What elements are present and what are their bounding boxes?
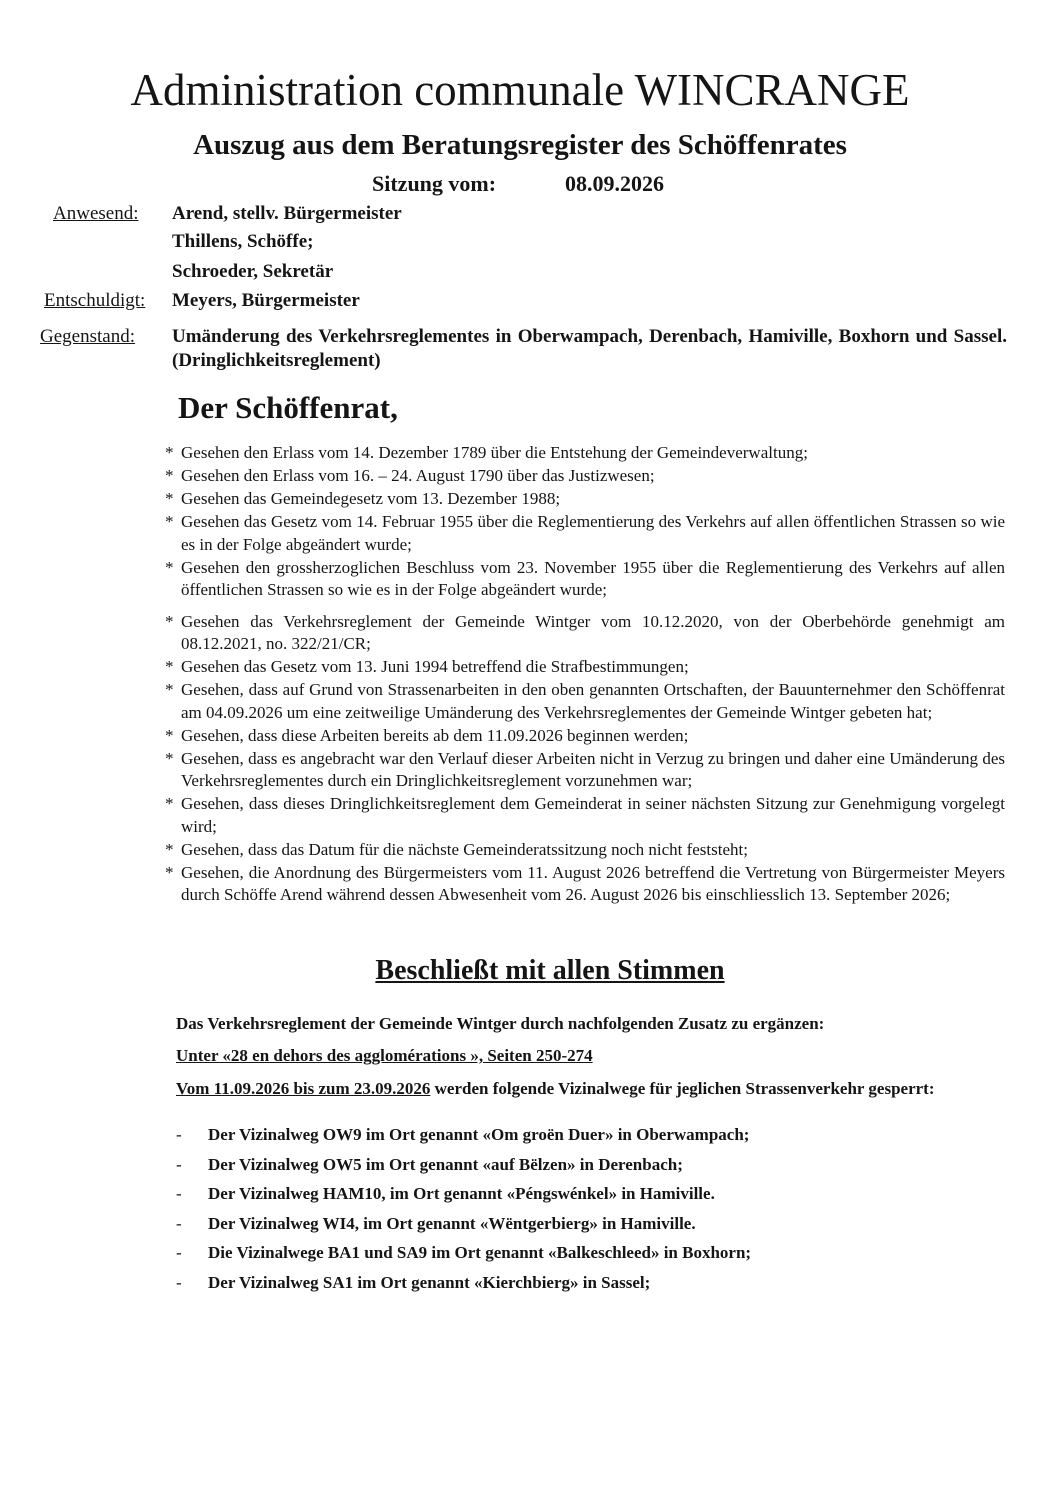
bullet: * xyxy=(165,557,174,577)
present-label: Anwesend: xyxy=(53,203,139,224)
list-item xyxy=(165,748,1005,793)
list-item-text: Gesehen das Gemeindegesetz vom 13. Dezember 1988; xyxy=(181,489,561,508)
council-heading: Der Schöffenrat, xyxy=(178,390,398,425)
list-item-text: Gesehen, dass das Datum für die nächste Gemeinderatssitzung noch nicht feststeht; xyxy=(181,839,748,859)
bullet: * xyxy=(165,443,174,462)
list-item-text: Gesehen das Verkehrsreglement der Gemeinde Wintger vom 10.12.2020, von der Oberbehörde genehmigt am 08.12.2021, no. 322/21/CR; xyxy=(181,611,1005,653)
list-item-text: Gesehen den grossherzoglichen Beschluss vom 23. November 1955 über die Reglementierung des Verkehrs auf allen öffentlichen Strassen so wie es in der Folge abgeändert wurde; xyxy=(181,557,1005,599)
present-member: Thillens, Schöffe; xyxy=(172,231,314,252)
list-item xyxy=(165,511,1005,556)
list-item xyxy=(165,793,1005,838)
document-title: Administration communale WINCRANGE xyxy=(130,65,910,115)
dash: - xyxy=(176,1213,182,1233)
list-item-text: Gesehen das Gesetz vom 13. Juni 1994 betreffend die Strafbestimmungen; xyxy=(181,657,689,676)
list-item-text: Der Vizinalweg HAM10, im Ort genannt «Péngswénkel» in Hamiville. xyxy=(208,1184,715,1203)
list-item xyxy=(165,679,1005,724)
list-item-text: Gesehen, dass dieses Dringlichkeitsreglement dem Gemeinderat in seiner nächsten Sitzung zur Genehmigung vorgelegt wird; xyxy=(181,794,1005,836)
considerations-list xyxy=(165,442,1005,907)
excused-label: Entschuldigt: xyxy=(44,290,146,311)
list-item xyxy=(176,1154,1006,1176)
bullet: * xyxy=(165,512,174,531)
list-item xyxy=(165,442,1005,465)
list-item-text: Gesehen, die Anordnung des Bürgermeisters vom 11. August 2026 betreffend die Vertretung von Bürgermeister Meyers durch Schöffe Arend während dessen Abwesenheit vom 26. August 2026 bis einschliesslich 13. September 2026; xyxy=(181,862,1005,904)
list-item-text: Gesehen den Erlass vom 16. – 24. August 1790 über das Justizwesen; xyxy=(181,466,655,485)
present-member: Arend, stellv. Bürgermeister xyxy=(172,203,402,224)
list-item xyxy=(176,1124,1006,1146)
list-item-text: Gesehen das Gesetz vom 14. Februar 1955 über die Reglementierung des Verkehrs auf allen öffentlichen Strassen so wie es in der Folge abgeändert wurde; xyxy=(181,512,1005,554)
list-item xyxy=(176,1183,1006,1205)
bullet: * xyxy=(165,794,174,813)
list-item-text: Der Vizinalweg SA1 im Ort genannt «Kierchbierg» in Sassel; xyxy=(208,1272,651,1292)
session-date: 08.09.2026 xyxy=(565,171,664,196)
list-item xyxy=(165,862,1005,907)
list-item xyxy=(176,1242,1006,1264)
dash: - xyxy=(176,1272,182,1292)
bullet: * xyxy=(165,725,174,745)
list-item xyxy=(165,465,1005,488)
dash: - xyxy=(176,1184,182,1203)
list-item xyxy=(176,1272,1006,1294)
decision-heading: Beschließt mit allen Stimmen xyxy=(375,955,725,986)
bullet: * xyxy=(165,611,174,631)
list-item xyxy=(165,725,1005,748)
session-label: Sitzung vom: xyxy=(372,171,497,196)
closure-period xyxy=(176,1078,1006,1100)
decision-intro: Das Verkehrsreglement der Gemeinde Wintger durch nachfolgenden Zusatz zu ergänzen: xyxy=(176,1014,825,1033)
decision-section: Unter «28 en dehors des agglomérations », Seiten 250-274 xyxy=(176,1046,593,1065)
list-item xyxy=(176,1213,1006,1235)
excused-member: Meyers, Bürgermeister xyxy=(172,290,360,311)
list-item-text: Der Vizinalweg WI4, im Ort genannt «Wëntgerbierg» in Hamiville. xyxy=(208,1213,696,1233)
closed-roads-list xyxy=(176,1124,1006,1301)
list-item-text: Der Vizinalweg OW5 im Ort genannt «auf Bëlzen» in Derenbach; xyxy=(208,1154,683,1174)
list-item-text: Gesehen den Erlass vom 14. Dezember 1789 über die Entstehung der Gemeindeverwaltung; xyxy=(181,443,808,462)
list-item-text: Gesehen, dass auf Grund von Strassenarbeiten in den oben genannten Ortschaften, der Bauunternehmer den Schöffenrat am 04.09.2026 um eine zeitweilige Umänderung des Verkehrsreglementes der Gemeinde Wintger gebeten hat; xyxy=(181,680,1005,722)
list-item-text: Die Vizinalwege BA1 und SA9 im Ort genannt «Balkeschleed» in Boxhorn; xyxy=(208,1243,752,1262)
bullet: * xyxy=(165,680,174,699)
list-item xyxy=(165,611,1005,656)
list-item-text: Gesehen, dass es angebracht war den Verlauf dieser Arbeiten nicht in Verzug zu bringen und daher eine Umänderung des Verkehrsreglementes durch ein Dringlichkeitsreglement vorzunehmen war; xyxy=(181,748,1005,790)
list-item xyxy=(165,557,1005,602)
list-item xyxy=(165,656,1005,679)
bullet: * xyxy=(165,657,174,676)
subject-label: Gegenstand: xyxy=(40,326,135,347)
bullet: * xyxy=(165,466,174,485)
bullet: * xyxy=(165,862,174,882)
subject-text: Umänderung des Verkehrsreglementes in Oberwampach, Derenbach, Hamiville, Boxhorn und Sassel. (Dringlichkeitsreglement) xyxy=(172,326,1007,371)
list-item xyxy=(165,839,1005,862)
present-member: Schroeder, Sekretär xyxy=(172,261,334,282)
document-subtitle: Auszug aus dem Beratungsregister des Schöffenrates xyxy=(193,129,847,161)
dash: - xyxy=(176,1154,182,1174)
bullet: * xyxy=(165,748,174,768)
bullet: * xyxy=(165,489,174,508)
list-item-text: Gesehen, dass diese Arbeiten bereits ab dem 11.09.2026 beginnen werden; xyxy=(181,725,689,745)
bullet: * xyxy=(165,839,174,859)
closure-period-text: werden folgende Vizinalwege für jeglichen Strassenverkehr gesperrt: xyxy=(430,1079,935,1098)
dash: - xyxy=(176,1243,182,1262)
list-item xyxy=(165,488,1005,511)
dash: - xyxy=(176,1125,182,1144)
list-item-text: Der Vizinalweg OW9 im Ort genannt «Om groën Duer» in Oberwampach; xyxy=(208,1125,750,1144)
closure-period-dates: Vom 11.09.2026 bis zum 23.09.2026 xyxy=(176,1079,431,1098)
